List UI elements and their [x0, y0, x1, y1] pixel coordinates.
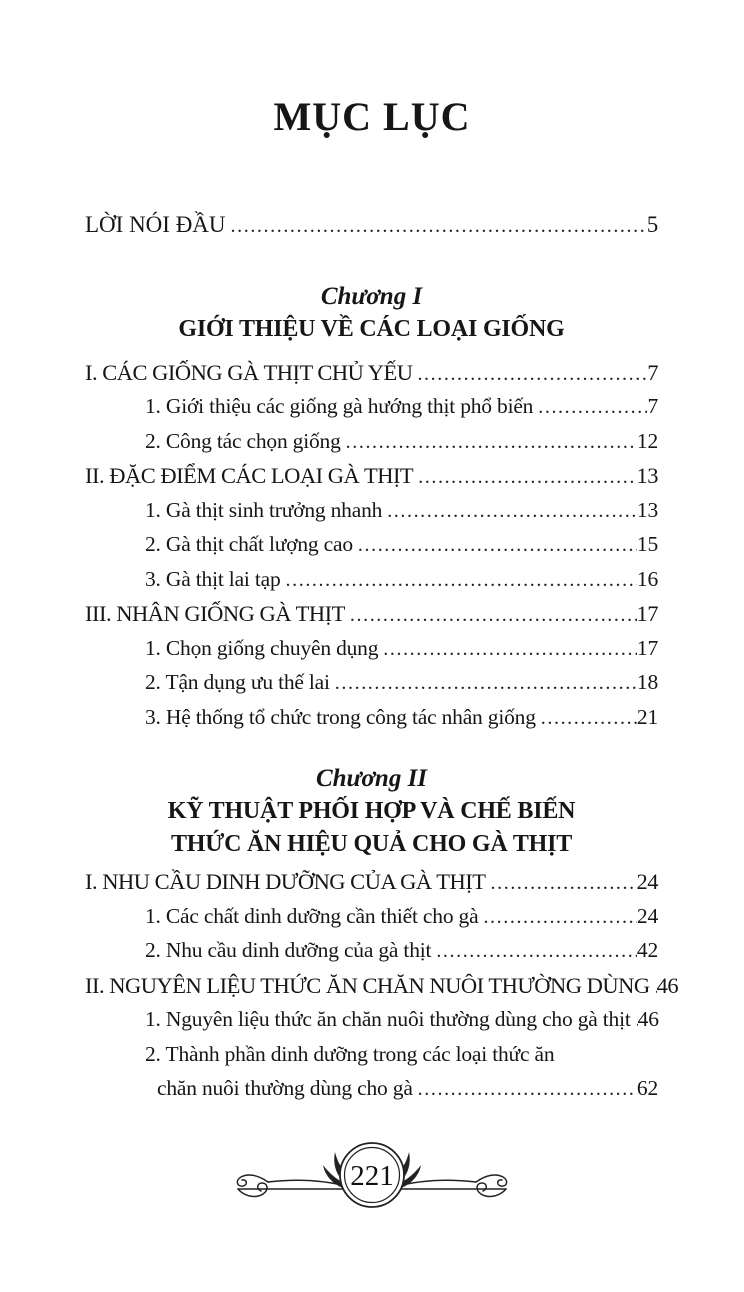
- table-of-contents: [85, 212, 679, 1111]
- page-title: MỤC LỤC: [273, 94, 471, 139]
- dot-leader: [412, 363, 647, 386]
- entry-page: 7: [647, 359, 658, 385]
- entry-page: 42: [636, 938, 658, 962]
- entry-label: 1. Các chất dinh dưỡng cần thiết cho gà: [145, 903, 479, 928]
- dot-leader: [478, 906, 636, 929]
- entry-page: 46: [656, 972, 679, 998]
- chapter-title-line1: KỸ THUẬT PHỐI HỢP VÀ CHẾ BIẾN: [167, 798, 576, 824]
- entry-page: 5: [646, 212, 658, 237]
- entry-page: 17: [636, 601, 658, 626]
- entry-page: 13: [636, 497, 658, 522]
- entry-label: 3. Hệ thống tổ chức trong công tác nhân giống: [145, 704, 536, 729]
- toc-entry: [85, 532, 658, 567]
- dot-leader: [413, 466, 636, 489]
- dot-leader: [431, 940, 637, 963]
- entry-label: 2. Nhu cầu dinh dưỡng của gà thịt: [145, 938, 432, 962]
- dot-leader: [413, 1078, 637, 1101]
- entry-label: III. NHÂN GIỐNG GÀ THỊT: [85, 601, 345, 626]
- chapter-label: Chương II: [315, 765, 428, 792]
- entry-page: 21: [636, 704, 658, 729]
- toc-entry: [85, 705, 658, 740]
- toc-entry: [85, 429, 658, 464]
- toc-entry-wrapped-line1: [85, 1042, 658, 1077]
- dot-leader: [226, 215, 647, 238]
- chapter-1-entries: [85, 360, 658, 740]
- dot-leader: [341, 431, 637, 454]
- entry-page: 7: [647, 394, 658, 418]
- entry-label: 1. Nguyên liệu thức ăn chăn nuôi thường dùng cho gà thịt: [145, 1007, 631, 1031]
- toc-entry-wrapped-line2: [85, 1076, 658, 1111]
- chapter-label: Chương I: [320, 282, 423, 310]
- chapter-2-entries: [85, 869, 679, 1111]
- entry-label: II. ĐẶC ĐIỂM CÁC LOẠI GÀ THỊT: [85, 463, 414, 488]
- entry-label: chăn nuôi thường dùng cho gà: [157, 1076, 413, 1100]
- dot-leader: [650, 976, 657, 999]
- entry-page: 12: [636, 428, 658, 453]
- toc-entry: [85, 394, 658, 429]
- entry-page: 16: [636, 566, 658, 591]
- entry-label: 1. Gà thịt sinh trưởng nhanh: [145, 497, 383, 522]
- page-number-ornament: [222, 1129, 522, 1219]
- entry-page: 24: [636, 903, 658, 928]
- entry-label: 1. Giới thiệu các giống gà hướng thịt phổ biến: [145, 394, 534, 418]
- chapter-1-heading: [85, 281, 658, 346]
- entry-page: 24: [636, 869, 658, 894]
- dot-leader: [533, 396, 647, 419]
- toc-entry: [85, 636, 658, 671]
- dot-leader: [382, 500, 637, 523]
- dot-leader: [486, 872, 637, 895]
- entry-page: 15: [636, 532, 658, 556]
- page-number: 221: [350, 1159, 394, 1192]
- entry-page: 46: [637, 1007, 659, 1031]
- entry-label: 2. Công tác chọn giống: [145, 428, 341, 453]
- entry-label: 2. Thành phần dinh dưỡng trong các loại thức ăn: [145, 1041, 555, 1066]
- dot-leader: [353, 534, 637, 557]
- entry-page: 13: [636, 463, 658, 488]
- chapter-2-heading: [85, 763, 658, 861]
- toc-entry: [85, 1007, 658, 1042]
- toc-entry: [85, 869, 658, 904]
- entry-label: 1. Chọn giống chuyên dụng: [145, 635, 379, 660]
- dot-leader: [345, 604, 637, 627]
- dot-leader: [631, 1009, 638, 1032]
- toc-entry: [85, 601, 658, 636]
- entry-label: LỜI NÓI ĐẦU: [85, 212, 226, 237]
- toc-entry: [85, 904, 658, 939]
- toc-entry: [85, 938, 658, 973]
- entry-label: I. CÁC GIỐNG GÀ THỊT CHỦ YẾU: [85, 359, 413, 385]
- entry-label: 2. Gà thịt chất lượng cao: [145, 532, 353, 556]
- chapter-title-line2: THỨC ĂN HIỆU QUẢ CHO GÀ THỊT: [170, 831, 573, 857]
- entry-label: I. NHU CẦU DINH DƯỠNG CỦA GÀ THỊT: [85, 869, 486, 894]
- chapter-title: GIỚI THIỆU VỀ CÁC LOẠI GIỐNG: [178, 315, 565, 342]
- entry-page: 18: [636, 670, 658, 694]
- entry-label: 2. Tận dụng ưu thế lai: [145, 670, 330, 694]
- dot-leader: [281, 569, 637, 592]
- toc-entry: [85, 670, 658, 705]
- toc-entry-preface: [85, 212, 658, 247]
- dot-leader: [378, 638, 637, 661]
- toc-entry: [85, 463, 658, 498]
- dot-leader: [330, 672, 637, 695]
- toc-entry: [85, 972, 679, 1008]
- dot-leader: [536, 707, 637, 730]
- entry-label: II. NGUYÊN LIỆU THỨC ĂN CHĂN NUÔI THƯỜNG DÙNG: [85, 972, 650, 998]
- entry-label: 3. Gà thịt lai tạp: [145, 566, 281, 591]
- entry-page: 17: [636, 635, 658, 660]
- toc-entry: [85, 498, 658, 533]
- entry-page: 62: [636, 1076, 658, 1100]
- toc-entry: [85, 567, 658, 602]
- toc-entry: [85, 360, 658, 395]
